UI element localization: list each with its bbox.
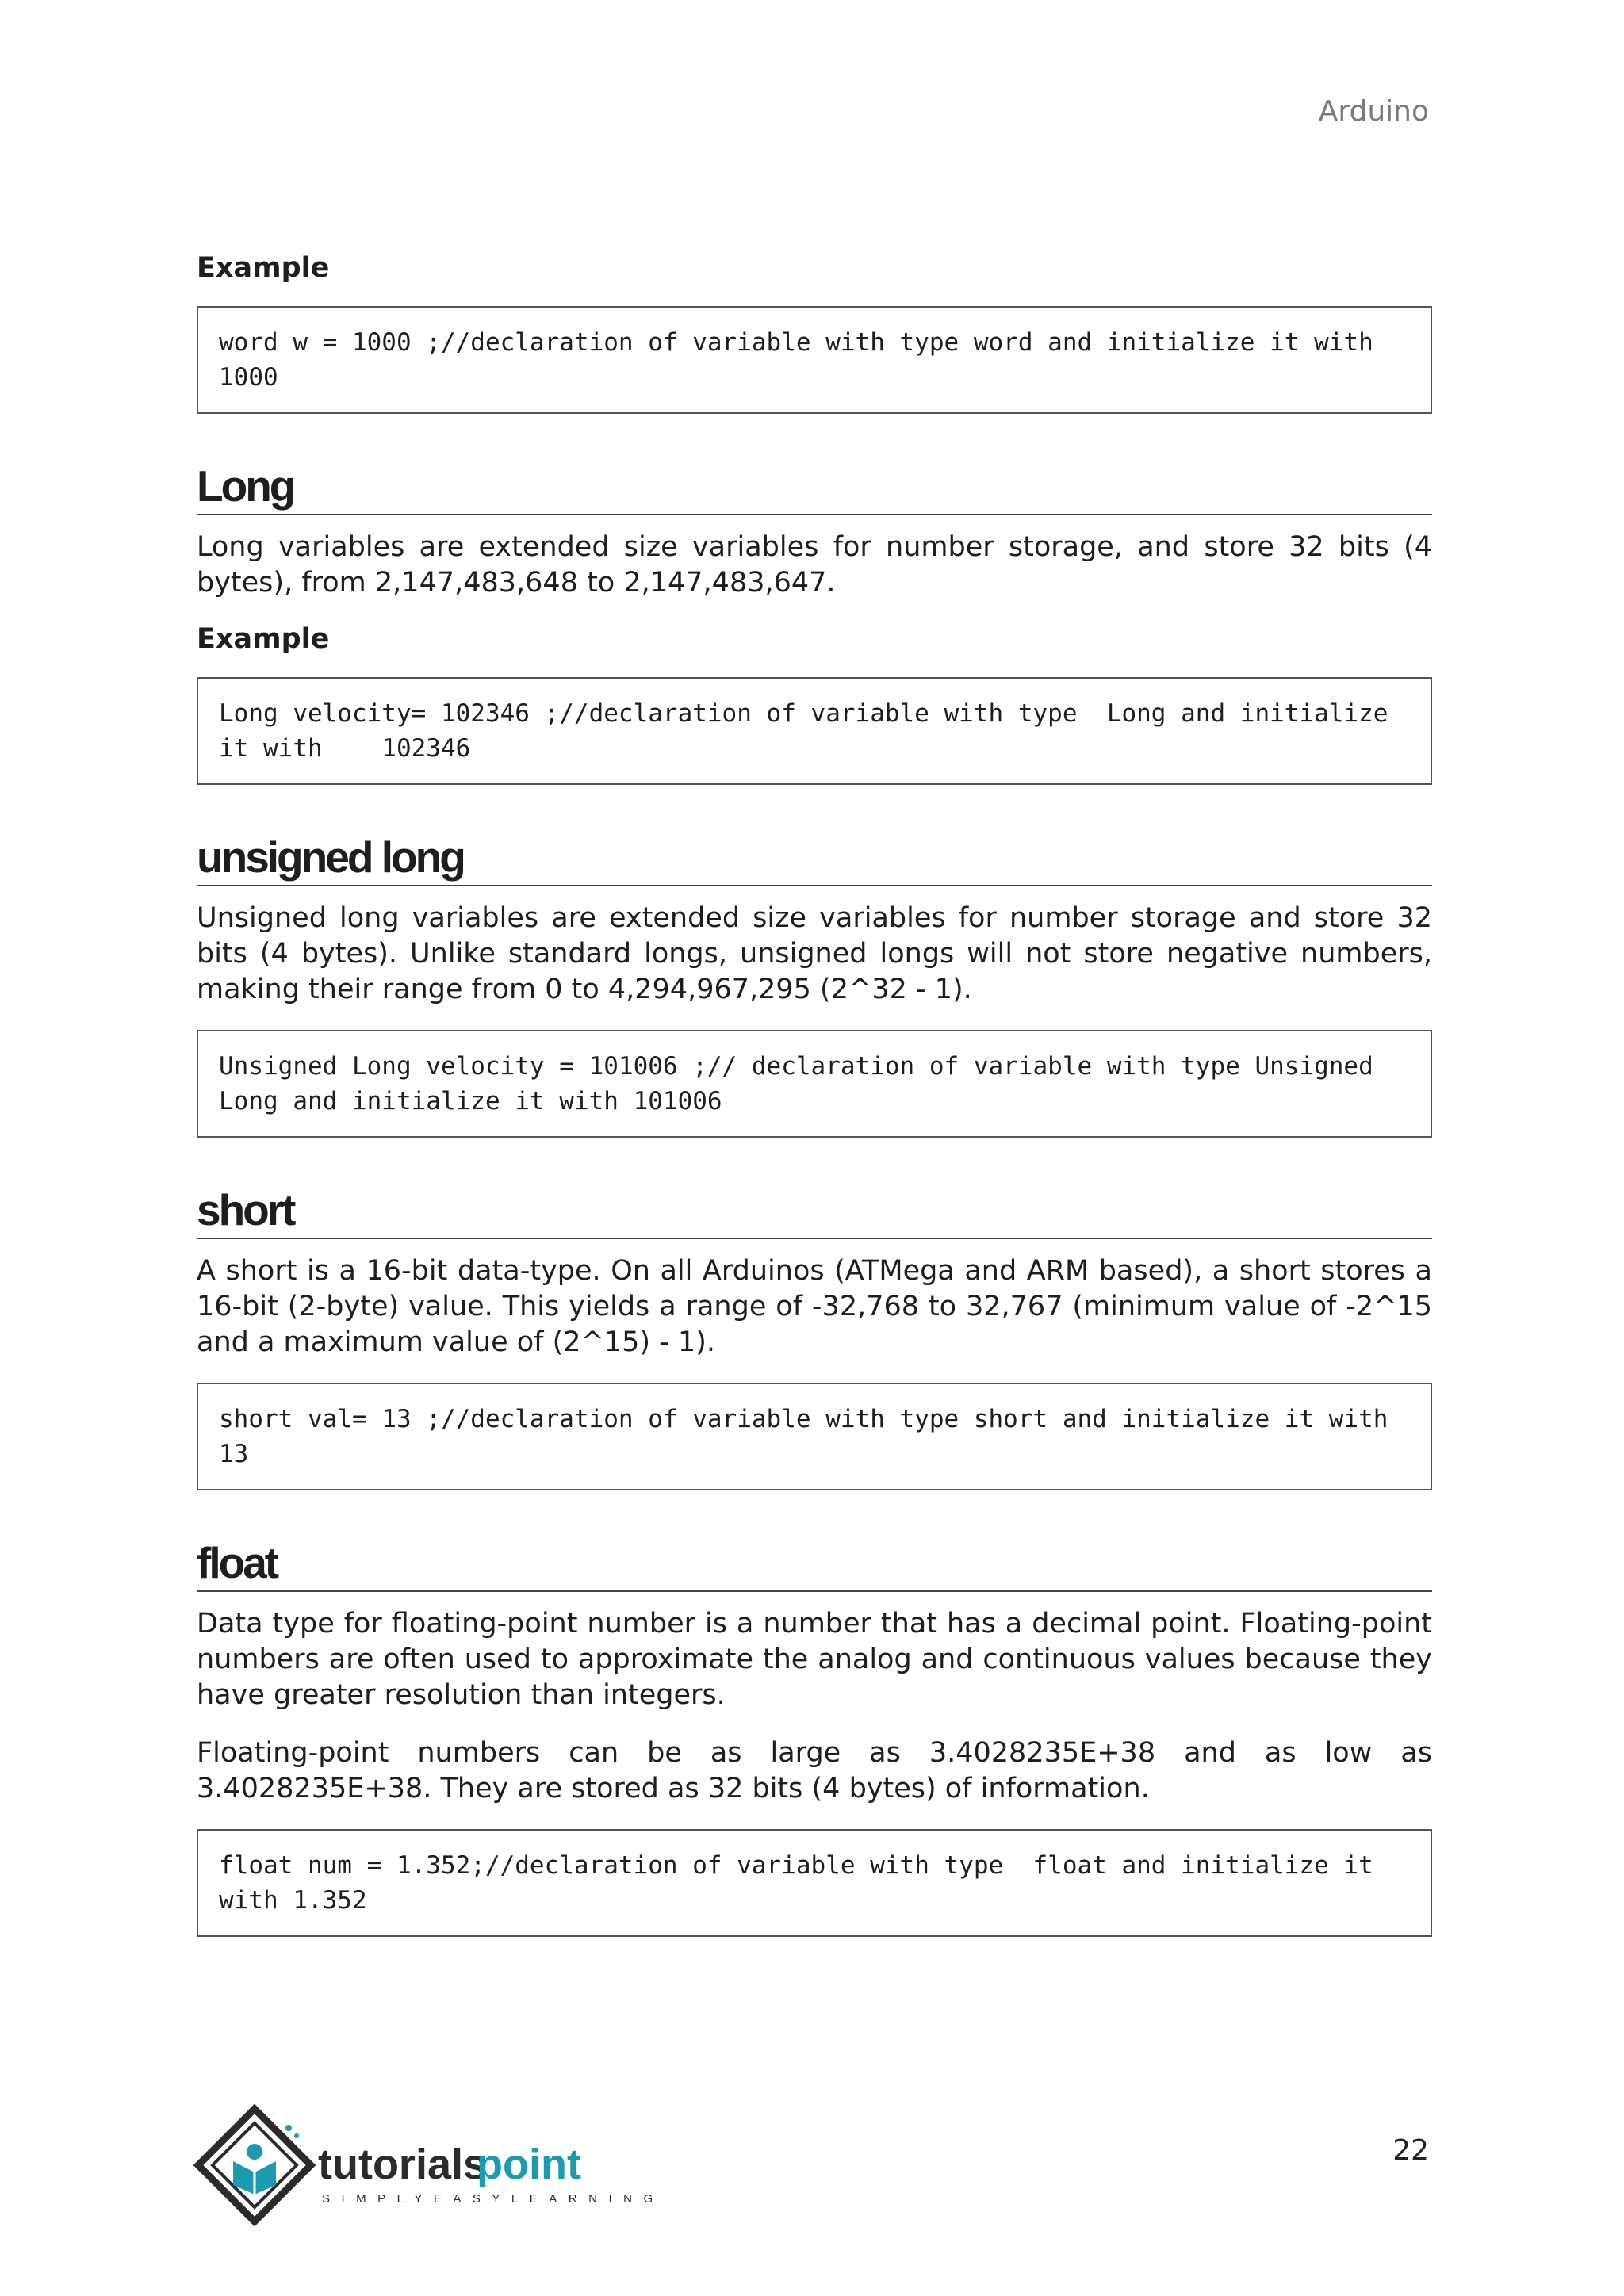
section-heading-unsigned-long: unsigned long (197, 832, 1432, 886)
code-block-short: short val= 13 ;//declaration of variable with type short and initialize it with 13 (197, 1383, 1432, 1490)
paragraph-short: A short is a 16-bit data-type. On all Arduinos (ATMega and ARM based), a short stores a 16-bit (2-byte) value. This yields a range of -32,768 to 32,767 (minimum value of -2^15 and a maximum value of (2^15) - 1). (197, 1255, 1432, 1358)
running-header: Arduino (1318, 95, 1429, 128)
code-block-long: Long velocity= 102346 ;//declaration of variable with type Long and initialize it with 102346 (197, 677, 1432, 785)
logo-tagline: SIMPLYEASYLEARNING (322, 2192, 665, 2206)
paragraph-float-2: Floating-point numbers can be as large as 3.4028235E+38 and as low as 3.4028235E+38. They are stored as 32 bits (4 bytes) of information. (197, 1737, 1432, 1804)
logo-text-secondary: point (477, 2141, 581, 2188)
example-label: Example (197, 252, 330, 284)
section-heading-float: float (197, 1538, 1432, 1592)
paragraph-float-1: Data type for floating-point number is a number that has a decimal point. Floating-point numbers are often used to approximate the analog and continuous values because they have greater resolution than integers. (197, 1608, 1432, 1711)
code-block-unsigned-long: Unsigned Long velocity = 101006 ;// declaration of variable with type Unsigned Long and initialize it with 101006 (197, 1030, 1432, 1138)
section-heading-long: Long (197, 461, 1432, 515)
paragraph-long: Long variables are extended size variables for number storage, and store 32 bits (4 bytes), from 2,147,483,648 to 2,147,483,647. (197, 531, 1432, 599)
tutorialspoint-logo (195, 2106, 665, 2233)
section-heading-short: short (197, 1185, 1432, 1239)
paragraph-unsigned-long: Unsigned long variables are extended size variables for number storage and store 32 bits (4 bytes). Unlike standard longs, unsigned longs will not store negative numbers, making their range from 0 to 4,294,967,295 (2^32 - 1). (197, 902, 1432, 1005)
page-number: 22 (1392, 2134, 1429, 2167)
page-content (197, 252, 1432, 1984)
logo-text-primary: tutorials (318, 2141, 488, 2188)
code-block-float: float num = 1.352;//declaration of variable with type float and initialize it with 1.352 (197, 1829, 1432, 1937)
example-label: Example (197, 623, 330, 655)
code-block-word: word w = 1000 ;//declaration of variable with type word and initialize it with 1000 (197, 306, 1432, 414)
logo-icon (195, 2106, 665, 2233)
